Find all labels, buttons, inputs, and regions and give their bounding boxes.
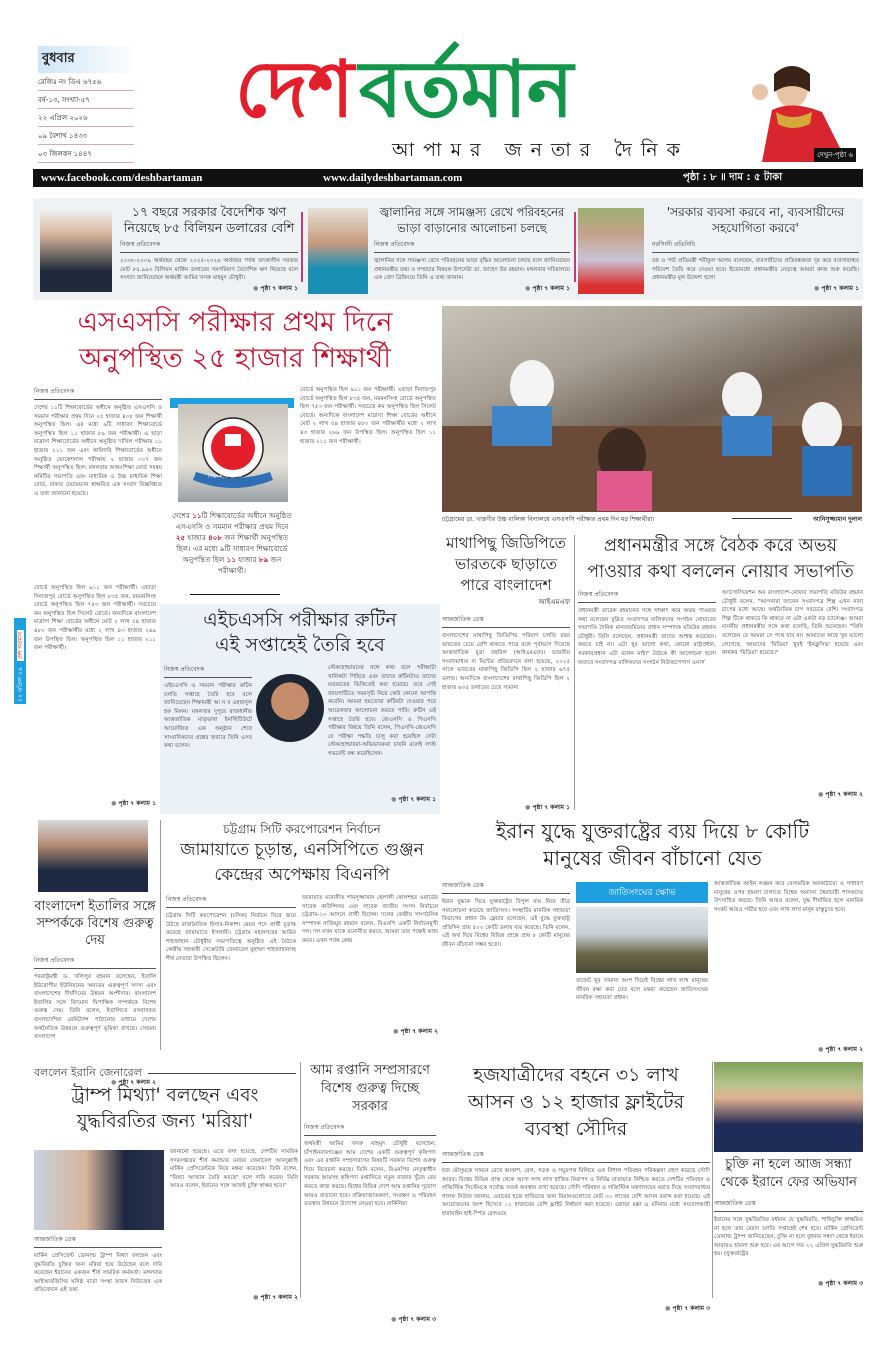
side-tab-logo: দেশ বর্তমান (17, 631, 24, 660)
pm-byline: নিজস্ব প্রতিবেদক (578, 589, 716, 603)
iran-story[interactable] (442, 818, 863, 1053)
continued-link[interactable]: ● পৃষ্ঠা ৭ কলাম ২ (170, 1292, 298, 1303)
highlight-number: ২৫ (175, 533, 186, 542)
pm-body-right: অ্যাসোসিয়েশন অব বাংলাদেশ-নোয়াব সভাপতি মতিউর রহমান চৌধুরী বলেন, "আপনারা জানেন সংবাদপত্র শিল্প এখন নানা চাপের মধ্যে আছে। অর্থনৈতিক চাপ সবচেয়ে বেশি। সংবাদপত্র শিল্প টিকে থাকবে কি থাকবে না এটা একটা বড় চ্যালেঞ্জ। আমরা মাননীয় প্রধানমন্ত্রীর সঙ্গে কথা বলেছি, তিনি শুনেছেন। "তিনি বলেছেন যে আমরা সে পথে যাব না। আমাদের কাছে খুব ভালো লেগেছে, আমাদের 'মিডিয়া' খুবই 'ইনক্লুসিভ' হয়েছে এবং কার্যকর 'মিডিয়া' হয়েছে।" (722, 590, 863, 657)
mango-headline[interactable]: আম রপ্তানি সম্প্রসারণে বিশেষ গুরুত্ব দিচ্ছে সরকার (310, 1063, 430, 1114)
continued-link[interactable]: ● পৃষ্ঠা ৭ কলাম ২ (302, 1026, 438, 1037)
masthead-ad-image[interactable] (712, 62, 862, 162)
logo-desh: দেশ (235, 45, 354, 135)
kicker-rule (148, 1073, 296, 1074)
iran-body-left: ইরান যুদ্ধকে ঘিরে যুক্তরাষ্ট্রের বিপুল ব্যয় নিয়ে তীব্র সমালোচনা করেছে জাতিসংঘ। সংস্থাটির মানবিক সহায়তা বিভাগের প্রধান টম ফ্লেচার বলেছেন, এই যুদ্ধে যুক্তরাষ্ট্র প্রতিদিন প্রায় ৫০০ কোটি ডলার ব্যয় করেছে। তিনি বলেন, এই অর্থ দিয়ে বিশ্বের বিভিন্ন প্রান্তে প্রায় ৮ কোটি মানুষের জীবন বাঁচানো সম্ভব হতো। (442, 899, 570, 948)
column-divider (574, 535, 575, 810)
gdp-headline[interactable]: মাথাপিছু জিডিপিতে ভারতকে ছাড়াতে পারে বাংলাদেশ (446, 534, 566, 594)
hajj-body: হজ মৌসুমকে সামনে রেখে আকাশ, রেল, সড়ক ও সমুদ্রপথ মিলিয়ে এক বিশাল পরিবহন পরিকল্পনা গ্রহণ করেছে সৌদি আরব। বিশ্বের বিভিন্ন প্রান্ত থেকে আসা লাখ লাখ হাজির নিরাপদ ও নির্বিঘ্ন যাতায়াত নিশ্চিত করতে দেশটির পরিবহন ও লজিস্টিক সিস্টেমকে সর্বোচ্চ সতর্ক অবস্থায় রাখা হয়েছে। সৌদি পরিবহন ও লজিস্টিক মন্ত্রণালয়ের বরাত দিয়ে সংবাদমাধ্যম গালফ নিউজ জানায়, এবারের হজে হাজিদের জন্য বিমানগুলোতে মোট ৩১ লাখের বেশি আসন বরাদ্দ করা হয়েছে। এই আয়োজনের অংশ হিসেবে ১২ হাজারের বেশি ফ্লাইট নির্ধারণ করা হয়েছে। এছাড়া মক্কা ও মদিনার মধ্যে সংযোগকারী হারামাইন হাই-স্পিড রেলওয়ে (442, 1168, 710, 1217)
lead-headline[interactable] (30, 305, 440, 377)
top-bar (33, 169, 863, 187)
gdp-story[interactable] (442, 533, 570, 813)
deal-byline: আন্তর্জাতিক ডেস্ক (714, 1198, 863, 1212)
italy-headline[interactable]: বাংলাদেশ ইতালির সঙ্গে সম্পর্ককে বিশেষ গুরুত্ব দেয় (34, 899, 156, 948)
gdp-source: আইএমএফ (538, 598, 570, 606)
trump-body-left: মার্কিন প্রেসিডেন্ট ডোনাল্ড ট্রাম্প মিথ্যা বলছেন এবং যুদ্ধবিরতি চুক্তির জন্য মরিয়া হয়ে উঠেছেন বলে দাবি করেছেন ইরানের একজন শীর্ষ সামরিক কর্মকর্তা। মঙ্গলবার আইআরজিসির ঘনিষ্ঠ বার্তা সংস্থা ফারস নিউজের এক প্রতিবেদনে এই তথ্য (34, 1253, 162, 1294)
story-headline[interactable]: জ্বালানির সঙ্গে সামঞ্জস্য রেখে পরিবহনের ভাড়া বাড়ানোর আলোচনা চলছে (379, 205, 565, 235)
highlight-number: ৮৯ (258, 555, 269, 564)
date-english: ২২ এপ্রিল ২০২৬ (38, 109, 134, 127)
registration-number: রেজিঃ নং ডিএ ৬৭৫৬ (38, 73, 134, 91)
gdp-body: বাংলাদেশের মাথাপিছু জিডিপির পরিমাণ চলতি বছর ভারতের চেয়ে বেশি থাকতে পারে বলে পূর্বাভাস দিয়েছে আন্তর্জাতিক মুদ্রা তহবিল (আইএমএফ)। ভারতীয় সংবাদমাধ্যম দ্য মিন্টের প্রতিবেদনে বলা হয়েছে, ২০২৫ সালে ভারতের মাথাপিছু জিডিপি ছিল ২ হাজার ৬৭৫ ডলার। অন্যদিকে বাংলাদেশের মাথাপিছু জিডিপি ছিল ২ হাজার ৬৩৫ ডলারের চেয়ে সামান্য (442, 633, 570, 691)
trump-photo (34, 1150, 164, 1230)
continued-link[interactable]: ● পৃষ্ঠা ৭ কলাম ১ (652, 283, 859, 294)
continued-link[interactable]: ● পৃষ্ঠা ৭ কলাম ২ (722, 789, 863, 800)
story-photo (308, 208, 368, 294)
pm-headline[interactable]: প্রধানমন্ত্রীর সঙ্গে বৈঠক করে অভয় পাওয়ার কথা বললেন নোয়াব সভাপতি (587, 536, 854, 582)
top-story-2[interactable] (308, 204, 573, 296)
story-byline: নরসিংদী প্রতিনিধি (652, 239, 859, 253)
continued-link[interactable]: ● পৃষ্ঠা ৭ কলাম ৩ (442, 1303, 710, 1314)
bride-portrait-icon (712, 62, 862, 162)
ctg-body-right: জামায়াত মনোনীত শামসুজ্জামান হেলালী ষোলশহর ওয়ার্ডের সাবেক কাউন্সিলর এবং সাবেক জাতীয় সংসদ নির্বাচনে চট্টগ্রাম-১০ আসনে প্রার্থী ছিলেন। দলের কেন্দ্রীয় সাংগঠনিক সম্পাদক নাজিমুর রহমান বলেন, বিএনপি একটি নির্বাচনমুখী দল। দল যখন যাকে মনোনীত করবে, আমরা তার পক্ষেই কাজ করব। এখন পর্যন্ত কেন্দ্র (302, 895, 438, 944)
trump-byline: আন্তর্জাতিক ডেস্ক (34, 1234, 162, 1248)
story-photo (578, 208, 644, 294)
lead-body-col3: বোর্ডে অনুপস্থিত ছিল ৯১১ জন পরীক্ষার্থী। এছাড়া দিনাজপুর বোর্ডে অনুপস্থিত ছিল ৮৩৫ জন, ময়মনসিংহ বোর্ডে অনুপস্থিত ছিল ৭৫৩ জন পরীক্ষার্থী। সবচেয়ে কম অনুপস্থিত ছিল সিলেট বোর্ডে। অন্যদিকে বাংলাদেশ মাদ্রাসা শিক্ষা বোর্ডের অধীনে মোট ২ লাখ ৫৪ হাজার ৪৮০ জন পরীক্ষার্থীর মধ্যে ২ লাখ ৪৩ হাজার ২৬৯ জন উপস্থিত ছিল। অনুপস্থিত ছিল ১১ হাজার ২১১ জন পরীক্ষার্থী। (300, 387, 436, 445)
lead-headline-line1: এসএসসি পরীক্ষার প্রথম দিনে (77, 307, 393, 338)
hajj-story[interactable] (442, 1062, 710, 1314)
hsc-headline[interactable]: এইচএসসি পরীক্ষার রুটিন এই সপ্তাহেই তৈরি হবে (203, 609, 397, 656)
continued-link[interactable]: ● পৃষ্ঠা ৭ কলাম ১ (34, 798, 156, 809)
italy-body: পররাষ্ট্রমন্ত্রী ড. খলিলুর রহমান বলেছেন, ইতালি ইউরোপীয় ইউনিয়নের অন্যতম গুরুত্বপূর্ণ সদস্য এবং বাংলাদেশের দীর্ঘদিনের উন্নয়ন অংশীদার। বাংলাদেশ ইতালির সঙ্গে বিদ্যমান দ্বিপাক্ষিক সম্পর্ককে বিশেষ গুরুত্ব দেয়। তিনি বলেন, ইতালিতে বসবাসরত বাংলাদেশিরা রেমিট্যান্স পাঠানোর মাধ্যমে দেশের অর্থনৈতিক উন্নয়নে গুরুত্বপূর্ণ ভূমিকা রাখছে। সেজন্য বাংলাদেশ (34, 974, 156, 1041)
story-headline[interactable]: 'সরকার ব্যবসা করবে না, ব্যবসায়ীদের সহযোগিতা করবে' (666, 205, 845, 235)
ctg-story[interactable] (166, 820, 438, 1040)
lead-body-col1: দেশের ১১টি শিক্ষাবোর্ডের অধীনে অনুষ্ঠিত এসএসসি ও সমমান পরীক্ষার প্রথম দিনে ২৫ হাজার ৪০৮ জন শিক্ষার্থী অনুপস্থিত ছিল। এর মধ্যে ৯টি সাধারণ শিক্ষাবোর্ডে অনুপস্থিত ছিল ১১ হাজার ৮৯ জন পরীক্ষার্থী। এ ছাড়া মাদ্রাসা শিক্ষাবোর্ডের অধীনে অনুষ্ঠিত দাখিল পরীক্ষায় ১১ হাজার ২১১ জন এবং কারিগরি শিক্ষাবোর্ডের অধীনে অনুষ্ঠিত ভোকেশনাল পরীক্ষায় ২ হাজার ৩০৭ জন শিক্ষার্থী অনুপস্থিত ছিল। মঙ্গলবার আন্তঃশিক্ষা বোর্ড সমন্বয় কমিটির সভাপতি এবং মাধ্যমিক ও উচ্চ মাধ্যমিক শিক্ষা বোর্ড, ঢাকার চেয়ারম্যান স্বাক্ষরিত এক সংবাদ বিজ্ঞপ্তিতে এ তথ্য জানানো হয়েছে। (34, 405, 162, 497)
story-body: ২০০৮-২০০৯ অর্থবছর থেকে ২০২৫-২০২৬ অর্থবছর পর্যন্ত তৎকালীন সরকার মোট ৮৫.৯৯৩ বিলিয়ন মার্কিন ডলারের সমপরিমাণ বৈদেশিক ঋণ নিয়েছে বলে সংসদে জানিয়েছেন অর্থমন্ত্রী আমির খসরু মাহমুদ চৌধুরী। (120, 258, 298, 282)
deal-headline[interactable]: চুক্তি না হলে আজ সন্ধ্যা থেকে ইরানে ফের অভিযান (720, 1157, 857, 1190)
deal-body: ইরানের সঙ্গে যুদ্ধবিরতির বর্ধমান যে যুদ্ধবিরতি, শান্তিচুক্তি স্বাক্ষরিত না হলে তার মেয়াদ চলতি সপ্তাহেই শেষ হবে। মার্কিন প্রেসিডেন্ট ডোনাল্ড ট্রাম্প জানিয়েছেন, চুক্তি না হলে বুধবার সন্ধ্যা থেকে ইরানে আবারও হামলা শুরু হবে। এর আগে গত ২২ এপ্রিল যুদ্ধবিরতি শুরু হয়। (যুক্তরাষ্ট্রের (714, 1217, 863, 1258)
ctg-body-left: চট্টগ্রাম সিটি করপোরেশন (চসিক) নির্বাচন ঘিরে জমে উঠছে রাজনৈতিক হিসাব-নিকাশ। মেয়র পদে প্রার্থী চূড়ান্ত করেছে জামায়াতে ইসলামী। চট্টগ্রাম মহানগরের আমির শাহজাহান চৌধুরীর সভাপতিত্বে অনুষ্ঠিত এই বৈঠকে কেন্দ্রীয় সহকারী সেক্রেটারি জেনারেল মুহাম্মদ শাহজাহানসহ শীর্ষ নেতারা উপস্থিত ছিলেন। (166, 913, 296, 962)
deal-story[interactable] (714, 1062, 863, 1289)
lead-infobox (170, 398, 294, 598)
hsc-body-left: এইচএসসি ও সমমান পরীক্ষার রুটিন চলতি সপ্তাহে তৈরি হবে বলে জানিয়েছেন শিক্ষামন্ত্রী আ ন ম এহছানুল হক মিলন। মঙ্গলবার দুপুরে রাজধানীর আন্তর্জাতিক মাতৃভাষা ইনস্টিটিউটে আয়োজিত এক অনুষ্ঠান শেষে সাংবাদিকদের প্রশ্নের জবাবে তিনি এসব কথা বলেন। (164, 683, 252, 750)
volume-issue: বর্ষ-১৩, সংখ্যা-৫৭ (38, 91, 134, 109)
continued-link[interactable]: ● পৃষ্ঠা ৭ কলাম ২ (714, 1044, 863, 1055)
education-minister-photo (256, 674, 324, 742)
trump-body-right: জানানো হয়েছে। এতে বলা হয়েছে, দেশটির সামরিক সদরদপ্তরের শীর্ষ কমান্ডার মেজর জেনারেল আবদুল্লাহি মার্কিন প্রেসিডেন্টকে নিয়ে মন্তব্য করেছেন। তিনি বলেন, "মিথ্যা আখ্যান তৈরি করছে" বলে দাবি করেন। তিনি আরও বলেন, ইরানের সঙ্গে আজই চুক্তি স্বাক্ষর হবে।" (170, 1149, 298, 1190)
trump-story[interactable] (34, 1064, 296, 1135)
hsc-story[interactable] (160, 604, 440, 814)
education-board-seal-icon (178, 404, 288, 502)
weekday: বুধবার (38, 46, 138, 73)
hsc-body-right: স্টেকহোল্ডারদের সঙ্গে কথা বলে পরীক্ষাটা খানিকটা পিছিয়ে এবং তাদের রুটিনটাও তাদের মতামতের ভিত্তিতেই করা হয়েছে। তবে সেই জায়গাটিতে সময়সূচি নিয়ে কেউ কোনো আপত্তি করেনি। আমরা হয়তোবা রুটিনটা দেওয়ার পরে আরেকবার আলোচনা করতে পারি। রুটিন এই সপ্তাহে তৈরি হবে। জেএসসি ও পিএসসি পরীক্ষার বিষয়ে তিনি বলেন, পিএসসি-জেএসসি যে পরীক্ষা পদ্ধতি চালু করা হয়েছিল সেটা স্টেকহোল্ডাররা-অভিভাবকরা চায়নি বলেই লাস্ট গভর্মেন্ট বন্ধ করেছিলেন। (328, 665, 436, 757)
trump-headline[interactable]: ট্রাম্প মিথ্যা' বলছেন এবং যুদ্ধবিরতির জন্য 'মরিয়া' (71, 1085, 259, 1132)
column-divider (300, 1062, 301, 1298)
trump-thumbs-up-photo (714, 1062, 863, 1152)
iran-byline: আন্তর্জাতিক ডেস্ক (442, 880, 570, 894)
pm-story[interactable] (578, 533, 863, 807)
ctg-byline: নিজস্ব প্রতিবেদক (166, 894, 296, 908)
continued-link[interactable]: ● পৃষ্ঠা ৭ কলাম ১ (120, 283, 298, 294)
missile-launcher-photo (576, 907, 708, 973)
newspaper-logo[interactable] (235, 45, 685, 135)
pm-body-left: প্রধানমন্ত্রী তারেক রহমানের সঙ্গে সাক্ষাৎ করে অভয় পাওয়ার কথা বলেছেন মুদ্রিত সংবাদপত্র মালিকদের সংগঠন নোয়াবের সভাপতি দৈনিক মানবজমিনের প্রধান সম্পাদক মতিউর রহমান চৌধুরী। তিনি বলেছেন, প্রধানমন্ত্রী তাদের আশ্বস্ত করেছেন। করতে চাই না। এটা খুব ভালো কথা, কোনো রাষ্ট্রপ্রধান, সরকারপ্রধান এটা বলেন নাই।" বৈঠকে কী আলোচনা হলো জবাবে সংবাদপত্র মালিকদের সংগঠন নিউজপেপার্স ওনার্স (578, 608, 716, 666)
lead-photo-exam-students[interactable] (442, 306, 862, 512)
date-hijri: ০৩ জিলকদ ১৪৪৭ (38, 145, 134, 163)
hsc-byline: নিজস্ব প্রতিবেদক (164, 664, 252, 678)
column-divider (712, 1062, 713, 1298)
story-byline: নিজস্ব প্রতিবেদক (374, 239, 570, 253)
exam-hall-illustration-icon (442, 306, 862, 512)
gdp-byline: আন্তর্জাতিক ডেস্ক (442, 614, 570, 628)
lead-story-col3 (300, 386, 436, 594)
hajj-byline: আন্তর্জাতিক ডেস্ক (442, 1149, 710, 1163)
continued-link[interactable]: ● পৃষ্ঠা ৭ কলাম ৩ (714, 1278, 863, 1289)
story-photo (40, 210, 112, 292)
divider (301, 212, 303, 282)
italy-story[interactable] (34, 820, 156, 1088)
continued-link[interactable]: ● পৃষ্ঠা ৭ কলাম ২ (34, 1077, 156, 1088)
continued-link[interactable]: ● পৃষ্ঠা ৭ কলাম ৩ (304, 1314, 436, 1325)
photo-credit: আনিসুজ্জামান দুলাল (813, 516, 862, 523)
un-box-label: জাতিসংঘের ক্ষোভ (576, 882, 708, 903)
foreign-minister-photo (38, 820, 148, 892)
infobox-text: দেশের ১১টি শিক্ষাবোর্ডের অধীনে অনুষ্ঠিত এসএসসি ও সমমান পরীক্ষার প্রথম দিনে ২৫ হাজার ৪০৮ জন শিক্ষার্থী অনুপস্থিত ছিল। এর মধ্যে ৯টি সাধারণ শিক্ষাবোর্ডে অনুপস্থিত ছিল ১১ হাজার ৮৯ জন পরীক্ষার্থী। (172, 511, 292, 575)
hajj-headline[interactable]: হজযাত্রীদের বহনে ৩১ লাখ আসন ও ১২ হাজার ফ্লাইটের ব্যবস্থা সৌদির (467, 1064, 685, 1140)
italy-byline: নিজস্ব প্রতিবেদক (34, 955, 156, 969)
highlight-number: ১১ (192, 511, 202, 520)
masthead-infobox (38, 46, 138, 163)
lead-headline-line2: অনুপস্থিত ২৫ হাজার শিক্ষার্থী (79, 343, 391, 374)
ctg-headline[interactable]: জামায়াতে চূড়ান্ত, এনসিপিতে গুঞ্জন কেন্দ্রের অপেক্ষায় বিএনপি (180, 840, 424, 885)
photo-caption: চট্টগ্রামের ডা. খাস্তগীর উচ্চ বালিকা বিদ্যালয়ে এসএসসি পরীক্ষার প্রথম দিন মগ্ন শিক্ষার্থীরা। (442, 516, 655, 523)
lead-story-col1 (34, 386, 162, 599)
lead-body-col1-more: বোর্ডে অনুপস্থিত ছিল ৯১১ জন পরীক্ষার্থী। এছাড়া দিনাজপুর বোর্ডে অনুপস্থিত ছিল ৮৩৫ জন, ময়মনসিংহ বোর্ডে অনুপস্থিত ছিল ৭৫৩ জন পরীক্ষার্থী। সবচেয়ে কম অনুপস্থিত ছিল সিলেট বোর্ডে। অন্যদিকে বাংলাদেশ মাদ্রাসা শিক্ষা বোর্ডের অধীনে মোট ২ লাখ ৫৪ হাজার ৪৮০ জন পরীক্ষার্থীর মধ্যে ২ লাখ ৪৩ হাজার ২৬৯ জন উপস্থিত ছিল। অনুপস্থিত ছিল ১১ হাজার ২১১ জন পরীক্ষার্থী। (34, 585, 156, 652)
highlight-number: ৪০৮ (208, 533, 223, 542)
tagline: আপামর জনতার দৈনিক (392, 139, 689, 161)
trump-story-right (170, 1148, 298, 1303)
top-story-1[interactable] (40, 204, 298, 296)
trump-kicker: বললেন ইরানি জেনারেল (34, 1066, 142, 1079)
un-box-text: বাজেট খুব সামান্য অংশ দিয়েই বিশ্বের লাখ লাখ মানুষের জীবন রক্ষা করা যেত বলে মন্তব্য করেছেন জাতিসংঘের মানবিক সহায়তা প্রধান। (576, 978, 708, 1002)
lead-story-col1-continued (34, 584, 156, 809)
continued-link[interactable]: ● পৃষ্ঠা ৭ কলাম ১ (374, 283, 570, 294)
ad-caption[interactable]: দেখুন-পৃষ্ঠা ৬ (814, 148, 856, 162)
iran-headline[interactable]: ইরান যুদ্ধে যুক্তরাষ্ট্রের ব্যয় দিয়ে ৮ কোটি মানুষের জীবন বাঁচানো যেত (495, 819, 810, 870)
column-divider (160, 820, 161, 1050)
mango-byline: নিজস্ব প্রতিবেদক (304, 1122, 436, 1136)
side-tab-date: ২২ এপ্রিল ২৬ (17, 667, 24, 702)
lead-byline: নিজস্ব প্রতিবেদক (34, 386, 162, 400)
mango-body: অর্থমন্ত্রী আমির খসরু মাহমুদ চৌধুরী বলেছেন, চাঁপাইনবাবগঞ্জের আম দেশের একটি গুরুত্বপূর্ণ কৃষিপণ্য এবং এর রপ্তানি সম্প্রসারণের বিষয়টি সরকার বিশেষ গুরুত্ব দিয়ে বিবেচনা করছে। তিনি বলেন, বিএনপির নেতৃত্বাধীন সরকার আমসহ কৃষিপণ্য রপ্তানিতে নতুন বাজার খুঁজে বের করতে কাজ করছে। বিশ্বের বিভিন্ন দেশে আম রপ্তানির সুযোগ আরও বাড়ানো হবে। প্রক্রিয়াজাতকরণ, সংরক্ষণ ও পরিবহন ব্যবস্থার উন্নয়নে উদ্যোগ নেওয়া হবে। মার্কিনিয়া (304, 1141, 436, 1208)
continued-link[interactable]: ● পৃষ্ঠা ৭ কলাম ১ (442, 802, 570, 813)
story-body: জ্বালানির সঙ্গে সামঞ্জস্য রেখে পরিবহনের ভাড়া বৃদ্ধির আলোচনা চলছে বলে জানিয়েছেন প্রধানমন্ত্রীর তথ্য ও সম্প্রচার বিষয়ক উপদেষ্টা ডা. জাহেদ উর রহমান। মঙ্গলবার সচিবালয়ে এক প্রেস ব্রিফিংয়ে তিনি এ তথ্য জানান। (374, 258, 570, 282)
seal-label: শিক্ষা শক্তি প্রগতি (208, 474, 243, 480)
mango-story[interactable] (304, 1062, 436, 1325)
top-story-3[interactable] (578, 204, 863, 296)
website-link[interactable]: www.dailydeshbartaman.com (323, 172, 463, 184)
iran-body-right: আন্তর্জাতিক আইন লঙ্ঘন করে বেসামরিক অবকাঠামো ও সাধারণ মানুষের ওপর হামলা চালাতে বিশ্বের অন্যান্য স্বৈরাচারী শাসকদের উৎসাহিত করছে। তিনি আরও বলেন, যুদ্ধ দীর্ঘায়িত হলে মানবিক সংকট আরও গভীর হবে এবং লাখ লাখ মানুষ বাস্তুচ্যুত হবে। (714, 881, 863, 913)
education-board-seal-photo (178, 404, 288, 502)
story-body: বস্ত্র ও পাট প্রতিমন্ত্রী শরীফুল আলম বলেছেন, ব্যবসায়ীদের প্রতিবন্ধকতা দূর করে ব্যবসাবান্ধব পরিবেশ তৈরি করে দেওয়া হবে। ইতোমধ্যে প্রধানমন্ত্রীর নেতৃত্বে আমরা কাজ শুরু করেছি। প্রধানমন্ত্রীর মূল উদ্দেশ্য হলো (652, 258, 859, 282)
divider (574, 212, 576, 282)
photo-caption-row (442, 514, 862, 526)
side-date-tab (14, 618, 26, 704)
story-headline[interactable]: ১৭ বছরে সরকার বৈদেশিক ঋণ নিয়েছে ৮৫ বিলিয়ন ডলারের বেশি (123, 204, 295, 235)
page-price: পৃষ্ঠা : ৮ ॥ দাম : ৫ টাকা (683, 172, 783, 183)
credit-rule (732, 518, 792, 519)
story-byline: নিজস্ব প্রতিবেদক (120, 239, 298, 253)
logo-bartaman: বর্তমান (358, 45, 574, 135)
continued-link[interactable]: ● পৃষ্ঠা ৭ কলাম ১ (328, 794, 436, 805)
date-bangla: ০৯ বৈশাখ ১৪৩৩ (38, 127, 134, 145)
highlight-number: ১১ (226, 555, 236, 564)
ctg-kicker: চট্টগ্রাম সিটি করপোরেশন নির্বাচন (223, 822, 381, 836)
facebook-link[interactable]: www.facebook.com/deshbartaman (41, 172, 203, 184)
infobox-rule (190, 594, 280, 595)
